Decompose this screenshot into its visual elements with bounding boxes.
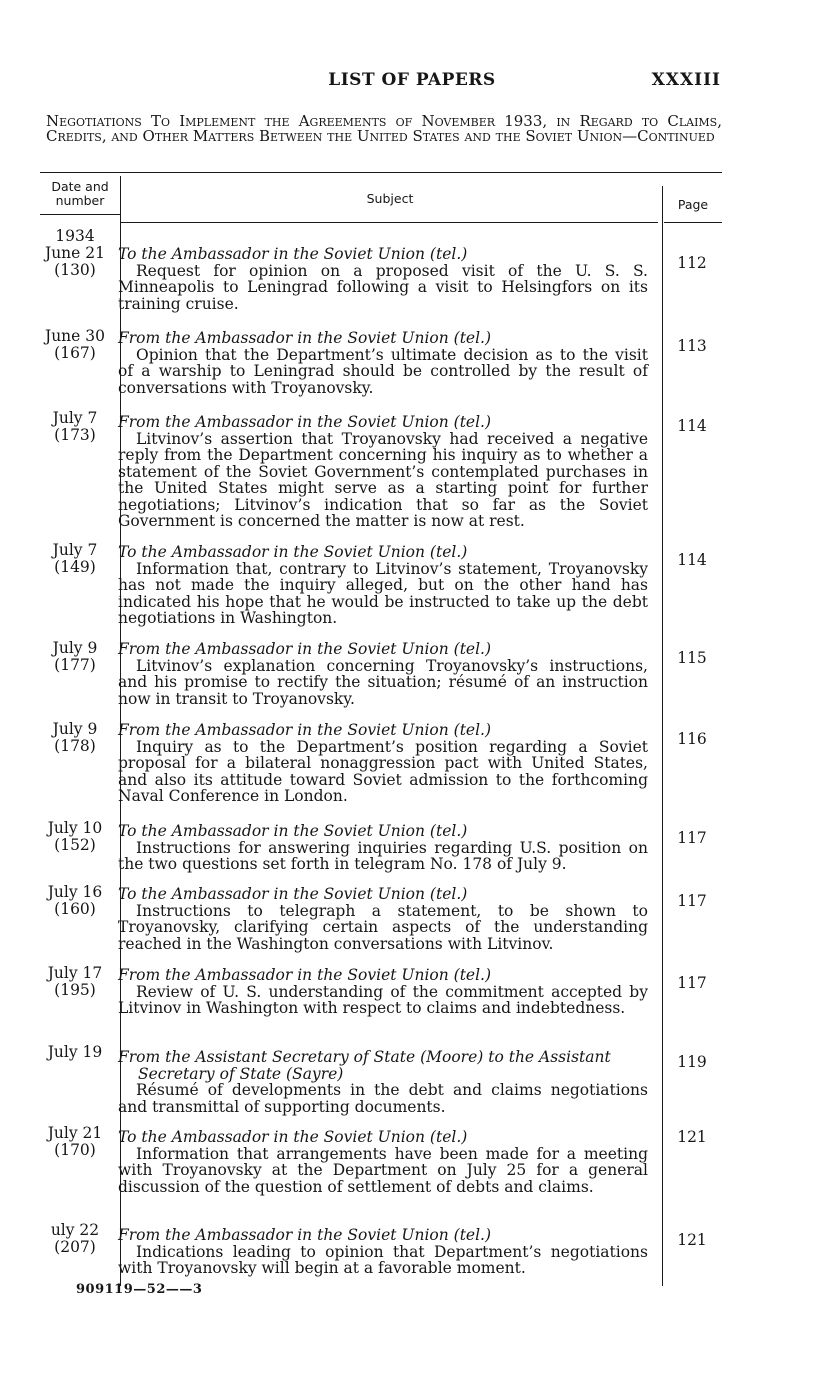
entry-summary: Instructions to telegraph a statement, to be shown to Troyanovsky, clarifying certain aspects of the understanding reached in the Washington conversations with Litvinov. bbox=[118, 901, 648, 953]
header-rule-page bbox=[664, 222, 722, 223]
entry-page: 115 bbox=[677, 649, 707, 667]
entry-addressee: To the Ambassador in the Soviet Union (tel.) bbox=[118, 1128, 468, 1146]
column-header-date: Date and number bbox=[51, 179, 109, 208]
entry-date bbox=[20, 228, 130, 279]
entry-page: 113 bbox=[677, 337, 707, 355]
entry-number: (173) bbox=[54, 426, 96, 444]
table-top-rule bbox=[40, 172, 722, 173]
entry-date bbox=[20, 721, 130, 755]
header-rule-date bbox=[40, 214, 120, 215]
entry-subject bbox=[118, 823, 648, 873]
entry-date-text: July 17 bbox=[47, 964, 103, 982]
header-rule-subject bbox=[120, 222, 658, 223]
entry-summary: Litvinov’s explanation concerning Troyanovsky’s instructions, and his promise to rectify the situation; résumé of an instruction now in transit to Troyanovsky. bbox=[118, 656, 648, 708]
entry-addressee: From the Ambassador in the Soviet Union (tel.) bbox=[118, 1226, 492, 1244]
entry-subject bbox=[118, 1129, 648, 1195]
entry-date-text: July 7 bbox=[52, 541, 98, 559]
entry-addressee: From the Ambassador in the Soviet Union (tel.) bbox=[118, 640, 492, 658]
entry-addressee: To the Ambassador in the Soviet Union (tel.) bbox=[118, 822, 468, 840]
entry-addressee: From the Ambassador in the Soviet Union (tel.) bbox=[118, 413, 492, 431]
entry-date bbox=[20, 410, 130, 444]
entry-addressee: From the Ambassador in the Soviet Union (tel.) bbox=[118, 329, 492, 347]
entry-number: (178) bbox=[54, 737, 96, 755]
entry-summary: Request for opinion on a proposed visit of the U. S. S. Minneapolis to Leningrad following a visit to Helsingfors on its training cruise. bbox=[118, 261, 648, 313]
entry-number: (130) bbox=[54, 261, 96, 279]
entry-subject bbox=[118, 544, 648, 627]
entry-date-text: uly 22 bbox=[50, 1221, 100, 1239]
entry-date-text: July 9 bbox=[52, 720, 98, 738]
section-heading: Negotiations To Implement the Agreements of November 1933, in Regard to Claims, Credits, and Other Matters Between the United States and the Soviet Union—Continued bbox=[46, 112, 722, 145]
entry-page: 116 bbox=[677, 730, 707, 748]
entry-date bbox=[20, 542, 130, 576]
entry-number: (170) bbox=[54, 1141, 96, 1159]
entry-summary: Opinion that the Department’s ultimate decision as to the visit of a warship to Leningrad should be controlled by the result of conversations with Troyanovsky. bbox=[118, 345, 648, 397]
entry-summary: Résumé of developments in the debt and claims negotiations and transmittal of supporting documents. bbox=[118, 1081, 648, 1116]
entry-date bbox=[20, 965, 130, 999]
column-header-page: Page bbox=[677, 197, 709, 212]
entry-page: 117 bbox=[677, 829, 707, 847]
entry-subject bbox=[118, 641, 648, 707]
entry-page: 119 bbox=[677, 1053, 707, 1071]
entry-date-text: July 7 bbox=[52, 409, 98, 427]
entry-year: 1934 bbox=[55, 227, 95, 245]
entry-date-text: July 16 bbox=[47, 883, 103, 901]
entry-subject bbox=[118, 1227, 648, 1277]
entry-date bbox=[20, 1125, 130, 1159]
entry-date-text: July 21 bbox=[47, 1124, 103, 1142]
entry-subject bbox=[118, 330, 648, 396]
entry-number: (149) bbox=[54, 558, 96, 576]
entry-summary: Information that, contrary to Litvinov’s statement, Troyanovsky has not made the inquiry alleged, but on the other hand has indicated his hope that he would be instructed to take up the debt negotiations in Washington. bbox=[118, 559, 648, 627]
entry-subject bbox=[118, 1049, 648, 1115]
entry-date-text: July 9 bbox=[52, 639, 98, 657]
entry-summary: Instructions for answering inquiries regarding U.S. position on the two questions set forth in telegram No. 178 of July 9. bbox=[118, 838, 648, 873]
entry-number: (167) bbox=[54, 344, 96, 362]
entry-summary: Review of U. S. understanding of the commitment accepted by Litvinov in Washington with respect to claims and indebtedness. bbox=[118, 982, 648, 1017]
entry-number: (160) bbox=[54, 900, 96, 918]
entry-date bbox=[20, 884, 130, 918]
page-title: LIST OF PAPERS bbox=[328, 70, 496, 90]
entry-summary: Indications leading to opinion that Department’s negotiations with Troyanovsky will begin at a favorable moment. bbox=[118, 1242, 648, 1277]
entry-addressee: To the Ambassador in the Soviet Union (tel.) bbox=[118, 885, 468, 903]
entry-subject bbox=[118, 722, 648, 805]
entry-date bbox=[20, 640, 130, 674]
entry-page: 114 bbox=[677, 551, 707, 569]
entry-number: (152) bbox=[54, 836, 96, 854]
entry-date bbox=[20, 1044, 130, 1061]
entry-summary: Information that arrangements have been made for a meeting with Troyanovsky at the Department on July 25 for a general discussion of the question of settlement of debts and claims. bbox=[118, 1144, 648, 1196]
entry-page: 117 bbox=[677, 892, 707, 910]
entry-page: 114 bbox=[677, 417, 707, 435]
entry-addressee: From the Ambassador in the Soviet Union (tel.) bbox=[118, 721, 492, 739]
entry-summary: Litvinov’s assertion that Troyanovsky had received a negative reply from the Department concerning his inquiry as to whether a statement of the Soviet Government’s contemplated purchases in the United States might serve as a starting point for further negotiations; Litvinov’s indication that so far as the Soviet Government is concerned the matter is now at rest. bbox=[118, 429, 648, 530]
entry-summary: Inquiry as to the Department’s position regarding a Soviet proposal for a bilateral nonaggression pact with United States, and also its attitude toward Soviet admission to the forthcoming Naval Conference in London. bbox=[118, 737, 648, 805]
entry-date-text: June 30 bbox=[44, 327, 105, 345]
entry-subject bbox=[118, 414, 648, 530]
entry-page: 117 bbox=[677, 974, 707, 992]
entry-subject bbox=[118, 886, 648, 952]
column-header-subject: Subject bbox=[366, 191, 414, 206]
entry-date-text: July 10 bbox=[47, 819, 103, 837]
entry-date-text: June 21 bbox=[44, 244, 105, 262]
entry-page: 121 bbox=[677, 1128, 707, 1146]
entry-page: 121 bbox=[677, 1231, 707, 1249]
entry-addressee: From the Ambassador in the Soviet Union (tel.) bbox=[118, 966, 492, 984]
entry-page: 112 bbox=[677, 254, 707, 272]
entry-addressee-continued: Secretary of State (Sayre) bbox=[138, 1064, 344, 1083]
entry-date bbox=[20, 820, 130, 854]
entry-date bbox=[20, 328, 130, 362]
entry-number: (195) bbox=[54, 981, 96, 999]
entry-addressee: From the Assistant Secretary of State (Moore) to the Assistant bbox=[118, 1048, 611, 1066]
entry-number: (207) bbox=[54, 1238, 96, 1256]
entry-subject bbox=[118, 246, 648, 312]
entry-date-text: July 19 bbox=[47, 1043, 103, 1061]
page-number: XXXIII bbox=[651, 70, 721, 90]
entry-number: (177) bbox=[54, 656, 96, 674]
entry-date bbox=[20, 1222, 130, 1256]
entry-subject bbox=[118, 967, 648, 1017]
footer-code: 909119—52——3 bbox=[76, 1282, 203, 1297]
entry-addressee: To the Ambassador in the Soviet Union (tel.) bbox=[118, 543, 468, 561]
entry-addressee: To the Ambassador in the Soviet Union (tel.) bbox=[118, 245, 468, 263]
